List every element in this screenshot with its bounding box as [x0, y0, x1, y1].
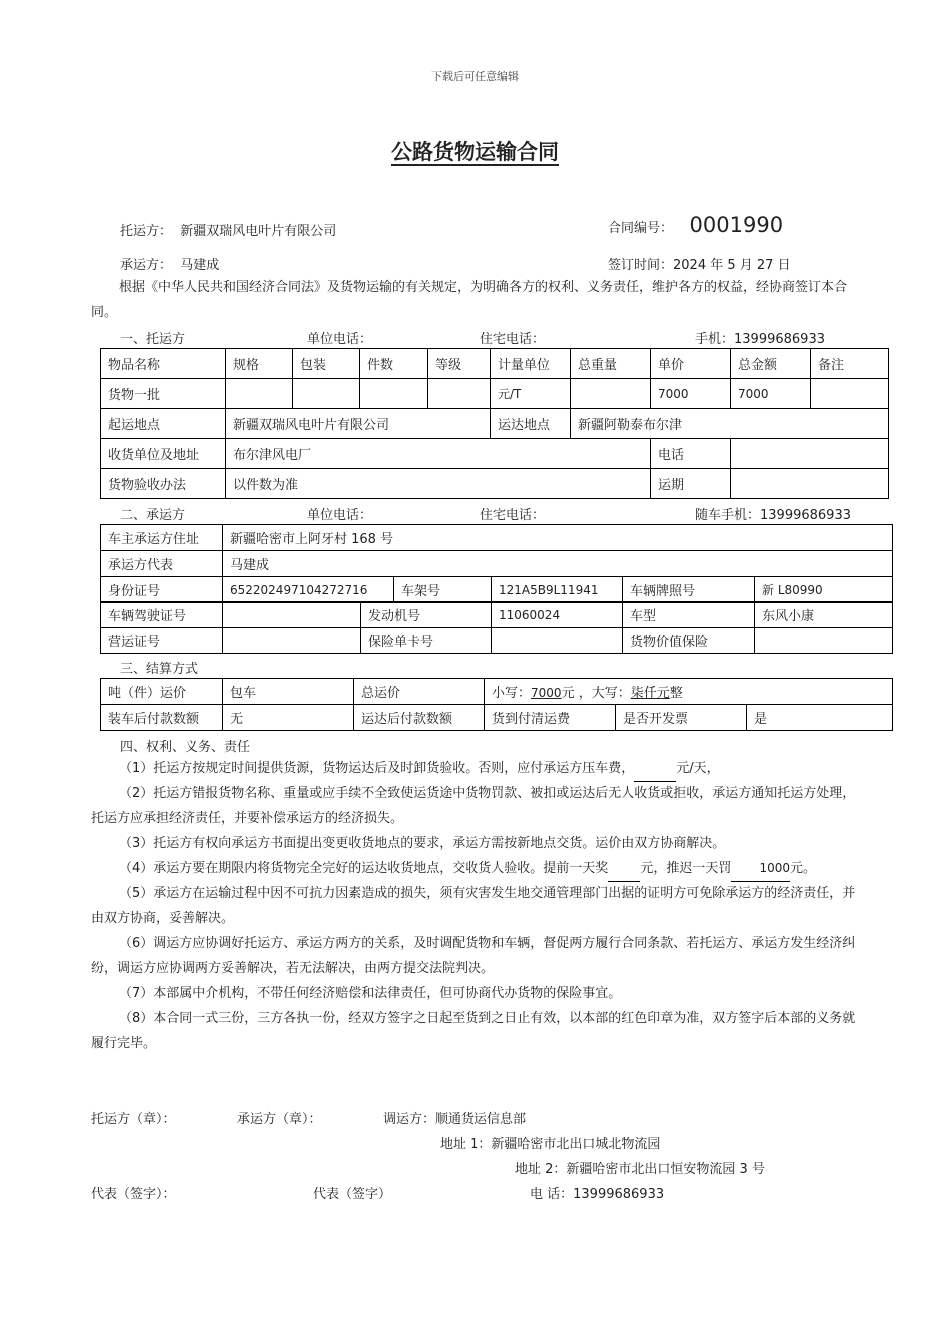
cell-count [360, 379, 428, 409]
shipper-label: 托运方： [120, 224, 173, 239]
permit-value [223, 628, 361, 654]
col-remark: 备注 [811, 349, 889, 379]
col-total: 总金额 [731, 349, 811, 379]
plate-value-cell: 新 L80990 [755, 577, 893, 603]
col-unit: 计量单位 [491, 349, 571, 379]
clause-3: （3）托运方有权向承运方书面提出变更收货地点的要求，承运方需按新地点交货。运价由双方协商解决。 [119, 836, 726, 851]
clause-1: （1）托运方按规定时间提供货源，货物运达后及时卸货验收。否则，应付承运方压车费， 元/天， [91, 756, 861, 782]
section1-heading: 一、托运方 [120, 332, 186, 347]
model-value: 东风小康 [755, 602, 893, 628]
yuan-label: 元 ，大写： [561, 686, 631, 701]
col-price: 单价 [651, 349, 731, 379]
plate-label-cell: 车辆牌照号 [623, 577, 755, 603]
carrier-seal: 承运方（章）： [237, 1112, 322, 1127]
clause-6: （6）调运方应协调好托运方、承运方两方的关系，及时调配货物和车辆，督促两方履行合同条款、若托运方、承运方发生经济纠纷，调运方应协调两方妥善解决，若无法解决，由两方提交法院判决。 [91, 936, 856, 976]
engine-label: 发动机号 [361, 602, 492, 628]
col-spec: 规格 [226, 349, 293, 379]
section2-mobile: 随车手机：13999686933 [695, 508, 851, 523]
permit-row [101, 628, 893, 654]
consignee-row [101, 439, 889, 469]
clause-8: （8）本合同一式三份，三方各执一份，经双方签字之日起至货到之日止有效，以本部的红色印章为准，双方签字后本部的义务就履行完毕。 [91, 1011, 856, 1051]
settlement-table [100, 678, 893, 731]
contract-no-label: 合同编号： [608, 221, 674, 236]
small-label: 小写： [492, 686, 532, 701]
header-note: 下载后可任意编辑 [431, 70, 519, 83]
post-value: 货到付清运费 [485, 705, 616, 731]
invoice-value: 是 [747, 705, 893, 731]
id-label-cell: 身份证号 [101, 577, 223, 603]
origin-row [101, 409, 889, 439]
insurance-value [492, 628, 623, 654]
section1-unit-phone: 单位电话： [307, 332, 373, 347]
carrier-detail-table-2 [100, 601, 893, 654]
cell-remark [811, 379, 889, 409]
cell-package [293, 379, 360, 409]
total-label: 总运价 [354, 679, 485, 705]
rep-row [101, 551, 893, 577]
origin-label: 起运地点 [101, 409, 226, 439]
clause-2: （2）托运方错报货物名称、重量或应手续不全致使运货途中货物罚款、被扣或运达后无人收货或拒收，承运方通知托运方处理，托运方应承担经济责任，并要补偿承运方的经济损失。 [91, 786, 856, 826]
col-package: 包装 [293, 349, 360, 379]
license-row [101, 602, 893, 628]
carrier-label: 承运方： [120, 258, 173, 273]
owner-addr-row [101, 525, 893, 551]
invoice-label: 是否开发票 [616, 705, 747, 731]
clause-5: （5）承运方在运输过程中因不可抗力因素造成的损失，须有灾害发生地交通管理部门出据的证明方可免除承运方的经济责任，并由双方协商，妥善解决。 [91, 886, 856, 926]
sign-date-value: 2024 年 5 月 27 日 [673, 258, 791, 273]
shipper-line [120, 220, 336, 239]
cargo-table [100, 348, 889, 499]
model-label: 车型 [623, 602, 755, 628]
cell-price: 7000 [651, 379, 731, 409]
intro-paragraph: 根据《中华人民共和国经济合同法》及货物运输的有关规定，为明确各方的权利、义务责任，维护各方的权益，经协商签订本合同。 [91, 280, 848, 320]
cell-unit: 元/T [491, 379, 571, 409]
section1-mobile: 手机：13999686933 [695, 332, 825, 347]
shipper-seal: 托运方（章）： [91, 1112, 176, 1127]
consignee-label: 收货单位及地址 [101, 439, 226, 469]
value-ins-label: 货物价值保险 [623, 628, 755, 654]
cell-item-name: 货物一批 [101, 379, 226, 409]
cell-total: 7000 [731, 379, 811, 409]
footer-phone: 电 话：13999686933 [530, 1187, 665, 1202]
insurance-label: 保险单卡号 [361, 628, 492, 654]
consignee-phone-value [731, 439, 889, 469]
pre-value: 无 [223, 705, 354, 731]
cell-spec [226, 379, 293, 409]
consignee-phone-label: 电话 [651, 439, 731, 469]
contract-no-value: 0001990 [689, 213, 784, 237]
rate-label: 吨（件）运价 [101, 679, 223, 705]
col-item-name: 物品名称 [101, 349, 226, 379]
inspect-row [101, 469, 889, 499]
period-value [731, 469, 889, 499]
dest-value: 新疆阿勒泰布尔津 [571, 409, 889, 439]
payment-row [101, 705, 893, 731]
section1-home-phone: 住宅电话： [480, 332, 546, 347]
clause-4: （4）承运方要在期限内将货物完全完好的运达收货地点，交收货人验收。提前一天奖 元，推迟一天罚 1000元。 [91, 856, 861, 882]
dest-label: 运达地点 [491, 409, 571, 439]
shipper-value: 新疆双瑞风电叶片有限公司 [180, 224, 337, 239]
post-label: 运达后付款数额 [354, 705, 485, 731]
total-value [485, 679, 893, 705]
frame-value-cell: 121A5B9L11941 [492, 577, 623, 603]
owner-addr-value: 新疆哈密市上阿牙村 168 号 [223, 525, 893, 551]
cell-grade [428, 379, 491, 409]
owner-addr-label: 车主承运方住址 [101, 525, 223, 551]
inspect-value: 以件数为准 [226, 469, 651, 499]
sign-date-line [608, 254, 791, 273]
big-amount: 柒仟元 [630, 686, 670, 701]
cargo-row [101, 379, 889, 409]
cargo-header-row [101, 349, 889, 379]
address-2: 地址 2：新疆哈密市北出口恒安物流园 3 号 [515, 1162, 765, 1177]
carrier-table [100, 524, 893, 577]
id-frame-row [101, 577, 893, 603]
origin-value: 新疆双瑞风电叶片有限公司 [226, 409, 491, 439]
contract-no-line [608, 213, 783, 237]
section4-heading: 四、权利、义务、责任 [120, 740, 251, 755]
rep-label: 承运方代表 [101, 551, 223, 577]
rate-row [101, 679, 893, 705]
section3-heading: 三、结算方式 [120, 662, 199, 677]
rate-value: 包车 [223, 679, 354, 705]
inspect-label: 货物验收办法 [101, 469, 226, 499]
small-amount: 7000 [531, 686, 562, 700]
sign-date-label: 签订时间： [608, 258, 674, 273]
rep-sign-2: 代表（签字） [313, 1187, 392, 1202]
frame-label-cell: 车架号 [394, 577, 492, 603]
col-count: 件数 [360, 349, 428, 379]
cell-weight [571, 379, 651, 409]
whole-label: 整 [669, 686, 683, 701]
section2-unit-phone: 单位电话： [307, 508, 373, 523]
fine-amount: 1000 [731, 856, 790, 882]
value-ins-value [755, 628, 893, 654]
clause-7: （7）本部属中介机构，不带任何经济赔偿和法律责任，但可协商代办货物的保险事宜。 [119, 986, 622, 1001]
section2-home-phone: 住宅电话： [480, 508, 546, 523]
carrier-value: 马建成 [180, 258, 220, 273]
col-weight: 总重量 [571, 349, 651, 379]
period-label: 运期 [651, 469, 731, 499]
engine-value: 11060024 [492, 602, 623, 628]
col-grade: 等级 [428, 349, 491, 379]
carrier-detail-table [100, 576, 893, 603]
dispatcher: 调运方：顺通货运信息部 [383, 1112, 527, 1127]
document-title: 公路货物运输合同 [391, 140, 559, 164]
license-label: 车辆驾驶证号 [101, 602, 223, 628]
permit-label: 营运证号 [101, 628, 223, 654]
license-value [223, 602, 361, 628]
section2-heading: 二、承运方 [120, 508, 186, 523]
id-value-cell: 652202497104272716 [223, 577, 394, 603]
rep-sign-1: 代表（签字）： [91, 1187, 176, 1202]
pre-label: 装车后付款数额 [101, 705, 223, 731]
address-1: 地址 1：新疆哈密市北出口城北物流园 [440, 1137, 661, 1152]
rep-value: 马建成 [223, 551, 893, 577]
carrier-line [120, 254, 219, 273]
consignee-value: 布尔津风电厂 [226, 439, 651, 469]
